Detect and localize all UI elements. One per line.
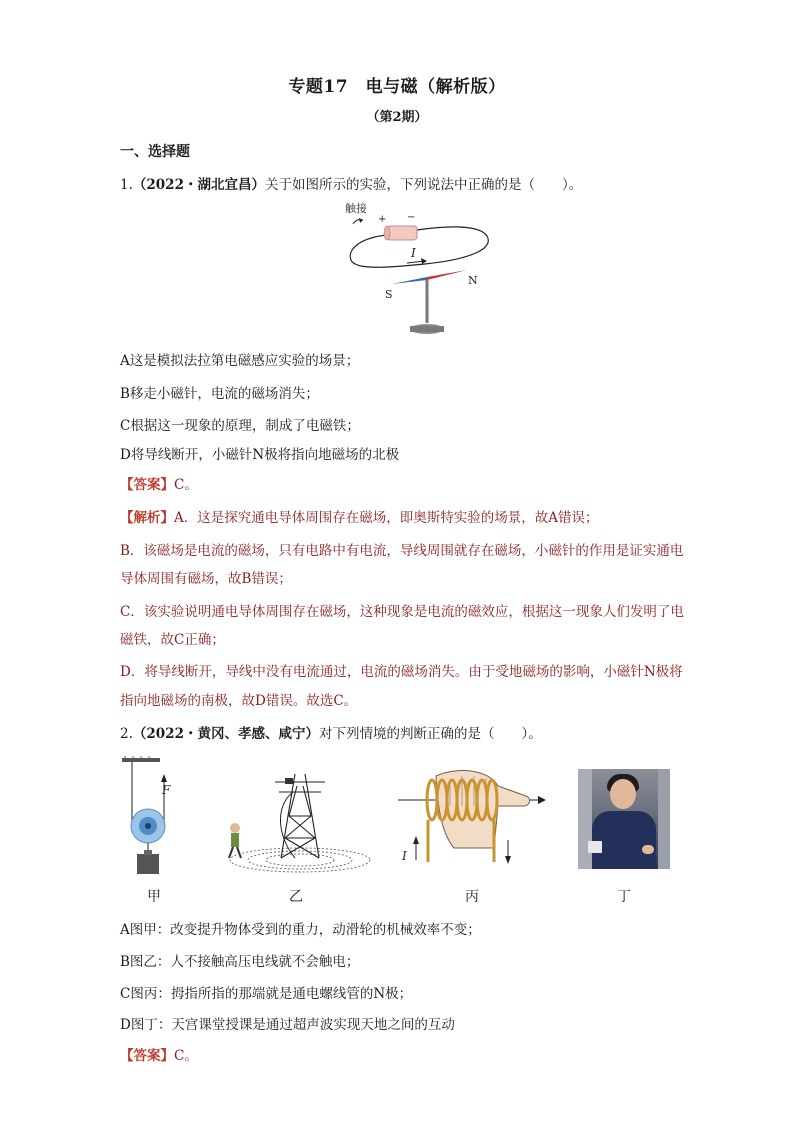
q1-option-d: D将导线断开，小磁针N极将指向地磁场的北极 — [120, 447, 400, 463]
q1-option-c: C根据这一现象的原理，制成了电磁铁； — [120, 418, 360, 434]
q1-analysis-line-3: 导体周围有磁场，故B错误； — [120, 571, 292, 587]
current-up-arrow-icon — [413, 836, 419, 844]
q1-oersted-figure — [345, 198, 495, 343]
q2-option-b: B图乙：人不接触高压电线就不会触电； — [120, 954, 360, 970]
q1-analysis-line-1: 【解析】A．这是探究通电导体周围存在磁场，即奥斯特实验的场景，故A错误； — [120, 510, 599, 526]
q1-answer-tag: 【答案】 — [120, 477, 174, 493]
current-down-arrow-icon — [505, 856, 511, 864]
q2-tower-figure — [215, 766, 373, 876]
battery-minus-label: − — [407, 212, 416, 223]
q2-pulley-figure — [120, 756, 190, 881]
q2-stem: 对下列情境的判断正确的是（ ）。 — [318, 726, 542, 742]
q1-stem-line — [120, 173, 582, 193]
q2-stem-line — [120, 722, 542, 742]
q2-answer-value: C。 — [174, 1048, 198, 1064]
magnetic-needle-icon — [392, 270, 467, 284]
q1-analysis-line-7: 指向地磁场的南极，故D错误。故选C。 — [120, 693, 358, 709]
q2-option-a: A图甲：改变提升物体受到的重力，动滑轮的机械效率不变； — [120, 922, 481, 938]
needle-south-label: S — [385, 288, 393, 301]
q1-analysis-tag: 【解析】 — [120, 510, 174, 526]
q2-option-d: D图丁：天宫课堂授课是通过超声波实现天地之间的互动 — [120, 1017, 455, 1033]
high-voltage-tower-icon — [275, 774, 325, 858]
q1-answer-value: C。 — [174, 477, 198, 493]
needle-north-label: N — [468, 274, 478, 287]
q2-solenoid-figure — [398, 766, 548, 876]
page-subtitle: （第2期） — [366, 110, 428, 125]
q1-number: 1. — [120, 177, 133, 193]
q1-analysis-line-5: 磁铁，故C正确； — [120, 632, 225, 648]
q2-current-label: I — [402, 849, 407, 863]
current-arrow-icon — [421, 258, 427, 264]
q2-answer-tag: 【答案】 — [120, 1048, 174, 1064]
q1-stem: 关于如图所示的实验，下列说法中正确的是（ ）。 — [264, 177, 583, 193]
q2-force-label: F — [162, 783, 171, 797]
section-title: 一、选择题 — [120, 144, 190, 160]
q2-answer — [120, 1044, 198, 1064]
needle-stand-icon — [410, 280, 444, 334]
q2-figure-label-yi: 乙 — [289, 889, 303, 905]
q2-figure-label-ding: 丁 — [617, 889, 631, 905]
q2-figure-label-jia: 甲 — [147, 889, 161, 905]
q1-current-label: I — [411, 246, 416, 260]
q2-source: （2022・黄冈、孝感、咸宁） — [132, 726, 319, 742]
q1-analysis-line-2: B．该磁场是电流的磁场，只有电路中有电流，导线周围就存在磁场，小磁针的作用是证实通电 — [120, 543, 684, 559]
q2-number: 2. — [120, 726, 133, 742]
q1-analysis-line-6: D．将导线断开，导线中没有电流通过，电流的磁场消失。由于受地磁场的影响，小磁针N极将 — [120, 664, 683, 680]
field-arrow-icon — [538, 796, 546, 804]
q1-option-b: B移走小磁针，电流的磁场消失； — [120, 386, 319, 402]
page-title: 专题17 电与磁（解析版） — [288, 77, 506, 97]
q2-figure-label-bing: 丙 — [465, 889, 479, 905]
battery-icon — [384, 226, 417, 240]
q1-touch-label: 触接 — [345, 202, 367, 215]
battery-plus-label: + — [378, 214, 387, 225]
pulley-wheel-icon — [131, 809, 165, 843]
walking-person-icon — [229, 823, 241, 858]
q1-answer — [120, 473, 198, 493]
q2-option-c: C图丙：拇指所指的那端就是通电螺线管的N极； — [120, 986, 413, 1002]
weight-block-icon — [137, 850, 159, 874]
q1-option-a: A这是模拟法拉第电磁感应实验的场景； — [120, 353, 360, 369]
q1-source: （2022・湖北宜昌） — [132, 177, 265, 193]
force-arrow-icon — [161, 774, 167, 782]
q2-astronaut-photo — [578, 769, 670, 869]
q1-analysis-line-4: C．该实验说明通电导体周围存在磁场，这种现象是电流的磁效应，根据这一现象人们发明了电 — [120, 604, 684, 620]
